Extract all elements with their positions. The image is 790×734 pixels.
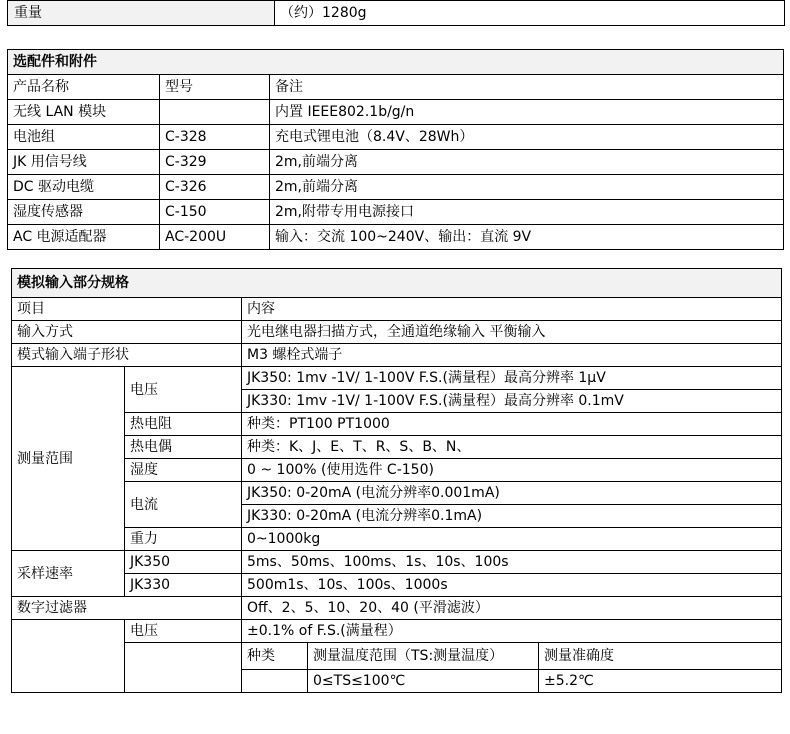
- table-row: [8, 225, 784, 250]
- input-method-value: 光电继电器扫描方式，全通道绝缘输入 平衡输入: [242, 321, 782, 344]
- accuracy-acc-value: ±5.2℃: [539, 670, 782, 693]
- weight-label: 重量: [8, 1, 275, 26]
- option-name: 无线 LAN 模块: [8, 100, 160, 125]
- table-row: [12, 367, 782, 390]
- sampling-value: 500m1s、10s、100s、1000s: [242, 574, 782, 597]
- accuracy-kind-blank: [242, 670, 308, 693]
- analog-header-content: 内容: [242, 298, 782, 321]
- input-method-label: 输入方式: [12, 321, 242, 344]
- rtd-value: 种类：PT100 PT1000: [242, 413, 782, 436]
- table-row: [12, 528, 782, 551]
- sampling-model: JK350: [125, 551, 242, 574]
- thermocouple-value: 种类：K、J、E、T、R、S、B、N、: [242, 436, 782, 459]
- option-name: 湿度传感器: [8, 200, 160, 225]
- humidity-value: 0 ~ 100% (使用选件 C-150): [242, 459, 782, 482]
- accuracy-temp-blank: [125, 643, 242, 693]
- table-row: [12, 321, 782, 344]
- sampling-label: 采样速率: [12, 551, 125, 597]
- option-model: [160, 100, 270, 125]
- options-header-name: 产品名称: [8, 75, 160, 100]
- humidity-label: 湿度: [125, 459, 242, 482]
- accuracy-acc-header: 测量准确度: [539, 643, 782, 670]
- option-note: 2m,前端分离: [270, 175, 784, 200]
- table-row: [8, 125, 784, 150]
- rtd-label: 热电阻: [125, 413, 242, 436]
- table-row: [12, 620, 782, 643]
- option-model: C-150: [160, 200, 270, 225]
- option-model: AC-200U: [160, 225, 270, 250]
- weight-row: [8, 1, 785, 26]
- analog-header-item: 项目: [12, 298, 242, 321]
- option-note: 内置 IEEE802.1b/g/n: [270, 100, 784, 125]
- table-row: [12, 413, 782, 436]
- option-name: JK 用信号线: [8, 150, 160, 175]
- accuracy-voltage-label: 电压: [125, 620, 242, 643]
- accuracy-range-value: 0≤TS≤100℃: [308, 670, 539, 693]
- table-row: [12, 551, 782, 574]
- table-row: [12, 597, 782, 620]
- table-row: [8, 200, 784, 225]
- option-note: 2m,附带专用电源接口: [270, 200, 784, 225]
- voltage-label: 电压: [125, 367, 242, 413]
- accuracy-kind-label: 种类: [242, 643, 308, 670]
- options-table: [7, 49, 784, 250]
- voltage-value-jk330: JK330: 1mv -1V/ 1-100V F.S.(满量程）最高分辨率 0.1mV: [242, 390, 782, 413]
- option-model: C-329: [160, 150, 270, 175]
- options-header-row: [8, 75, 784, 100]
- options-header-note: 备注: [270, 75, 784, 100]
- table-row: [8, 150, 784, 175]
- option-name: AC 电源适配器: [8, 225, 160, 250]
- current-label: 电流: [125, 482, 242, 528]
- gravity-value: 0~1000kg: [242, 528, 782, 551]
- current-value-jk330: JK330: 0-20mA (电流分辨率0.1mA): [242, 505, 782, 528]
- sampling-value: 5ms、50ms、100ms、1s、10s、100s: [242, 551, 782, 574]
- voltage-value-jk350: JK350: 1mv -1V/ 1-100V F.S.(满量程）最高分辨率 1μV: [242, 367, 782, 390]
- table-row: [8, 175, 784, 200]
- table-row: [12, 482, 782, 505]
- table-row: [12, 459, 782, 482]
- accuracy-label-blank: [12, 620, 125, 693]
- current-value-jk350: JK350: 0-20mA (电流分辨率0.001mA): [242, 482, 782, 505]
- gravity-label: 重力: [125, 528, 242, 551]
- table-row: [12, 643, 782, 670]
- option-name: DC 驱动电缆: [8, 175, 160, 200]
- weight-table: [7, 0, 785, 26]
- analog-header-row: [12, 298, 782, 321]
- options-header-model: 型号: [160, 75, 270, 100]
- option-note: 充电式锂电池（8.4V、28Wh）: [270, 125, 784, 150]
- filter-value: Off、2、5、10、20、40 (平滑滤波）: [242, 597, 782, 620]
- option-name: 电池组: [8, 125, 160, 150]
- table-row: [8, 100, 784, 125]
- table-row: [12, 574, 782, 597]
- table-row: [12, 344, 782, 367]
- option-note: 2m,前端分离: [270, 150, 784, 175]
- option-model: C-326: [160, 175, 270, 200]
- options-title-row: [8, 50, 784, 75]
- accuracy-range-header: 测量温度范围（TS:测量温度）: [308, 643, 539, 670]
- thermocouple-label: 热电偶: [125, 436, 242, 459]
- terminal-label: 模式输入端子形状: [12, 344, 242, 367]
- sampling-model: JK330: [125, 574, 242, 597]
- analog-title-row: [12, 269, 782, 298]
- analog-title: 模拟输入部分规格: [12, 269, 782, 298]
- option-model: C-328: [160, 125, 270, 150]
- analog-spec-table: [11, 268, 782, 693]
- measure-range-label: 测量范围: [12, 367, 125, 551]
- terminal-value: M3 螺栓式端子: [242, 344, 782, 367]
- table-row: [12, 436, 782, 459]
- option-note: 输入：交流 100~240V、输出：直流 9V: [270, 225, 784, 250]
- accuracy-voltage-value: ±0.1% of F.S.(满量程）: [242, 620, 782, 643]
- filter-label: 数字过滤器: [12, 597, 242, 620]
- options-title: 选配件和附件: [8, 50, 784, 75]
- weight-value: （约）1280g: [275, 1, 785, 26]
